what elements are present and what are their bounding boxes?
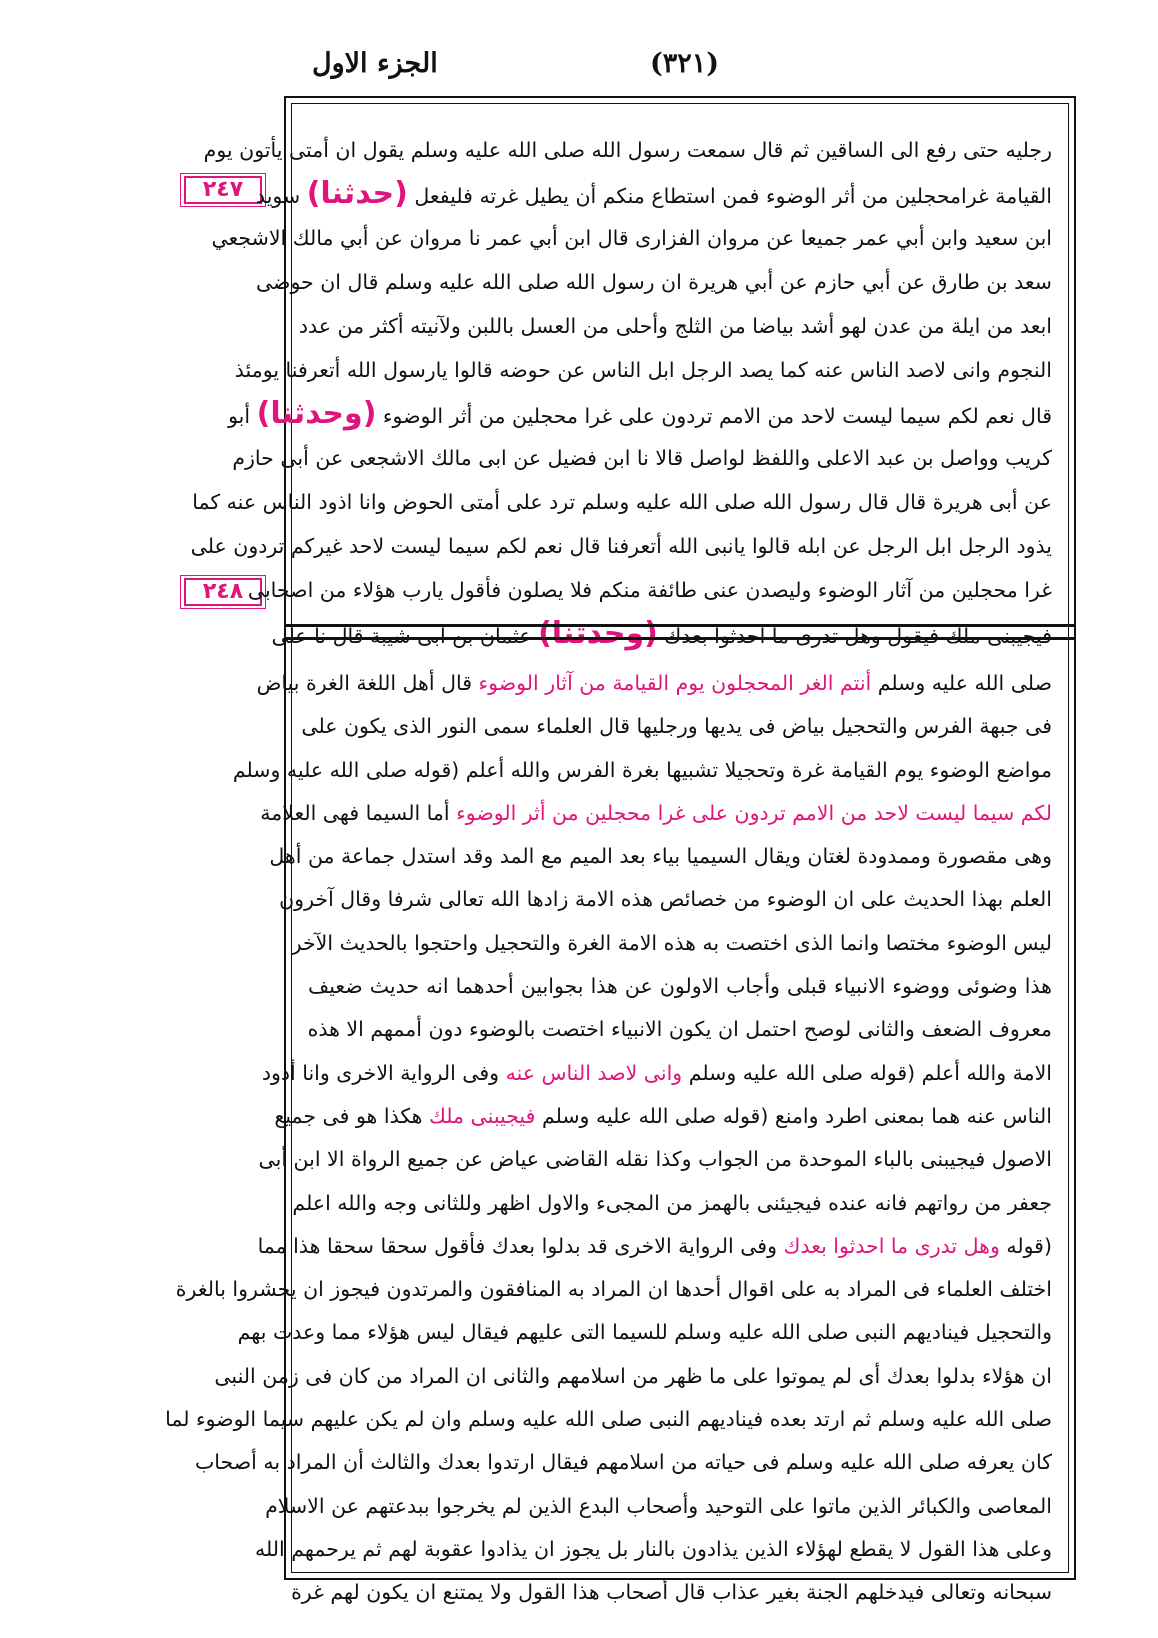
text-run: قال نعم لكم سيما ليست لاحد من الامم تردون على غرا محجلين من أثر الوضوء: [376, 404, 1052, 428]
quoted-hadith-text: وانى لاصد الناس عنه: [505, 1060, 683, 1085]
commentary-line: [269, 835, 1052, 878]
matn-line: [192, 480, 1052, 524]
text-run: الناس عنه هما بمعنى اطرد وامنع (قوله صلى الله عليه وسلم: [535, 1103, 1052, 1128]
narration-marker: (وحدثنا): [538, 616, 658, 651]
text-run: وعلى هذا القول لا يقطع لهؤلاء الذين يذادون بالنار بل يجوز ان يذادوا عقوبة لهم ثم يرحمهم الله: [255, 1536, 1052, 1561]
matn-line: [232, 436, 1052, 480]
text-run: مواضع الوضوء يوم القيامة غرة وتحجيلا تشبيها بغرة الفرس والله أعلم (قوله صلى الله عليه وسلم: [232, 757, 1052, 782]
commentary-line: [308, 965, 1052, 1008]
text-run: ليس الوضوء مختصا وانما الذى اختصت به هذه الامة الغرة والتحجيل واحتجوا بالحديث الآخر: [291, 930, 1052, 955]
narration-marker: (حدثنا): [306, 176, 408, 211]
text-run: اختلف العلماء فى المراد به على اقوال أحدها ان المراد به المنافقون والمرتدون فيجوز ان يحشروا بالغرة: [175, 1277, 1052, 1302]
text-run: غرا محجلين من آثار الوضوء وليصدن عنى طائفة منكم فلا يصلون فأقول يارب هؤلاء من اصحابى: [247, 578, 1052, 602]
text-run: أما السيما فهى العلامة: [260, 800, 457, 825]
commentary-line: [214, 1355, 1052, 1398]
text-run: كريب وواصل بن عبد الاعلى واللفظ لواصل قالا نا ابن فضيل عن ابى مالك الاشجعى عن أبى حازم: [232, 446, 1052, 470]
text-run: سويد: [255, 184, 307, 208]
commentary-line: [165, 1398, 1052, 1441]
commentary-line: [261, 1052, 1052, 1095]
text-run: هذا وضوئى ووضوء الانبياء قبلى وأجاب الاولون عن هذا بجوابين أحدهما انه حديث ضعيف: [308, 974, 1052, 999]
text-run: معروف الضعف والثانى لوصح احتمل ان يكون الانبياء اختصت بالوضوء دون أممهم الا هذه: [307, 1017, 1052, 1042]
matn-line: [247, 568, 1052, 612]
text-run: عن أبى هريرة قال قال رسول الله صلى الله عليه وسلم ترد على أمتى الحوض وانا اذود الناس عنه كما: [192, 490, 1052, 514]
narration-marker: (وحدثنا): [256, 396, 377, 431]
commentary-text-block: [165, 662, 1052, 1615]
text-run: يذود الرجل ابل الرجل عن ابله قالوا يانبى الله أتعرفنا قال نعم لكم سيما ليست لاحد غيركم تردون على: [190, 534, 1052, 558]
text-run: الاصول فيجيبنى بالباء الموحدة من الجواب وكذا نقله القاضى عياض عن جميع الرواة الا ابن أبى: [258, 1147, 1052, 1172]
text-run: القيامة غرامحجلين من أثر الوضوء فمن استطاع منكم أن يطيل غرته فليفعل: [407, 184, 1052, 208]
text-run: ابعد من ايلة من عدن لهو أشد بياضا من الثلج وأحلى من العسل باللبن ولآنيته أكثر من عدد: [298, 314, 1052, 338]
text-run: فيجيبنى ملك فيقول وهل تدرى ما احدثوا بعدك: [657, 624, 1052, 648]
text-run: أبو: [228, 404, 257, 428]
matn-line: [234, 348, 1052, 392]
matn-line: [190, 524, 1052, 568]
text-run: كان يعرفه صلى الله عليه وسلم فى حياته من اسلامهم فيقال ارتدوا بعدك والثالث أن المراد به أصحاب: [195, 1450, 1052, 1475]
matn-line: [255, 172, 1052, 216]
text-run: والتحجيل فيناديهم النبى صلى الله عليه وسلم للسيما التى عليهم فيقال ليس هؤلاء مما وعدت بهم: [237, 1320, 1052, 1345]
text-run: المعاصى والكبائر الذين ماتوا على التوحيد وأصحاب البدع الذين لم يخرجوا ببدعتهم عن الاسلام: [265, 1493, 1052, 1518]
hadith-number-badge: ٢٤٨: [184, 578, 262, 606]
matn-line: [298, 304, 1052, 348]
quoted-hadith-text: وهل تدرى ما احدثوا بعدك: [783, 1233, 1000, 1258]
matn-line: [211, 216, 1052, 260]
quoted-hadith-text: أنتم الغر المحجلون يوم القيامة من آثار الوضوء: [478, 671, 872, 695]
text-run: وفى الرواية الاخرى قد بدلوا بعدك فأقول سحقا سحقا هذا مما: [257, 1233, 784, 1258]
text-run: جعفر من رواتهم فانه عنده فيجيئنى بالهمز من المجىء والاول اظهر وللثانى وجه والله اعلم: [292, 1190, 1052, 1215]
text-run: النجوم وانى لاصد الناس عنه كما يصد الرجل ابل الناس عن حوضه قالوا يارسول الله أتعرفنا يومئذ: [234, 358, 1052, 382]
matn-line: [203, 128, 1052, 172]
text-run: ان هؤلاء بدلوا بعدك أى لم يموتوا على ما ظهر من اسلامهم والثانى ان المراد من كان فى زمن النبى: [214, 1363, 1052, 1388]
commentary-line: [292, 1182, 1052, 1225]
text-run: سعد بن طارق عن أبي حازم عن أبي هريرة ان رسول الله صلى الله عليه وسلم قال ان حوضى: [255, 270, 1052, 294]
commentary-line: [255, 1528, 1052, 1571]
matn-line: [228, 392, 1052, 436]
commentary-line: [237, 1311, 1052, 1354]
text-run: (قوله: [999, 1233, 1052, 1258]
text-run: صلى الله عليه وسلم ثم ارتد بعده فيناديهم النبى صلى الله عليه وسلم وان لم يكن عليهم سيما الوضوء لما: [165, 1407, 1052, 1432]
text-run: سبحانه وتعالى فيدخلهم الجنة بغير عذاب قال أصحاب هذا القول ولا يمتنع ان يكون لهم غرة: [291, 1580, 1052, 1605]
commentary-line: [291, 1571, 1052, 1614]
text-run: وفى الرواية الاخرى وانا أذود: [261, 1060, 506, 1085]
matn-line: [255, 260, 1052, 304]
text-run: عثمان بن ابى شيبة قال نا على: [271, 624, 539, 648]
volume-label: الجزء الاول: [312, 48, 438, 79]
quoted-hadith-text: فيجيبنى ملك: [428, 1103, 536, 1128]
commentary-line: [279, 878, 1052, 921]
text-run: رجليه حتى رفع الى الساقين ثم قال سمعت رسول الله صلى الله عليه وسلم يقول ان أمتى يأتون يوم: [203, 138, 1052, 162]
commentary-line: [274, 1095, 1052, 1138]
text-run: فى جبهة الفرس والتحجيل بياض فى يديها ورجليها قال العلماء سمى النور الذى يكون على: [301, 714, 1052, 739]
text-run: ابن سعيد وابن أبي عمر جميعا عن مروان الفزارى قال ابن أبي عمر نا مروان عن أبي مالك الاشجعي: [211, 226, 1052, 250]
commentary-line: [260, 792, 1052, 835]
commentary-line: [256, 662, 1052, 705]
commentary-line: [291, 922, 1052, 965]
text-run: وهى مقصورة وممدودة لغتان ويقال السيميا بياء بعد الميم مع المد وقد استدل جماعة من أهل: [269, 844, 1052, 869]
text-run: الامة والله أعلم (قوله صلى الله عليه وسلم: [682, 1060, 1052, 1085]
commentary-line: [175, 1268, 1052, 1311]
text-run: العلم بهذا الحديث على ان الوضوء من خصائص هذه الامة زادها الله تعالى شرفا وقال آخرون: [279, 887, 1052, 912]
text-run: صلى الله عليه وسلم: [871, 671, 1052, 695]
commentary-line: [308, 1008, 1052, 1051]
text-run: هكذا هو فى جميع: [274, 1103, 429, 1128]
commentary-line: [257, 1225, 1052, 1268]
commentary-line: [265, 1485, 1052, 1528]
page-number: (٣٢١): [650, 48, 720, 79]
commentary-line: [258, 1138, 1052, 1181]
quoted-hadith-text: لكم سيما ليست لاحد من الامم تردون على غرا محجلين من أثر الوضوء: [456, 800, 1052, 825]
hadith-number-badge: ٢٤٧: [184, 176, 262, 204]
commentary-line: [301, 705, 1052, 748]
commentary-line: [195, 1441, 1052, 1484]
commentary-line: [232, 749, 1052, 792]
section-divider: [286, 624, 1074, 640]
text-run: قال أهل اللغة الغرة بياض: [256, 671, 479, 695]
